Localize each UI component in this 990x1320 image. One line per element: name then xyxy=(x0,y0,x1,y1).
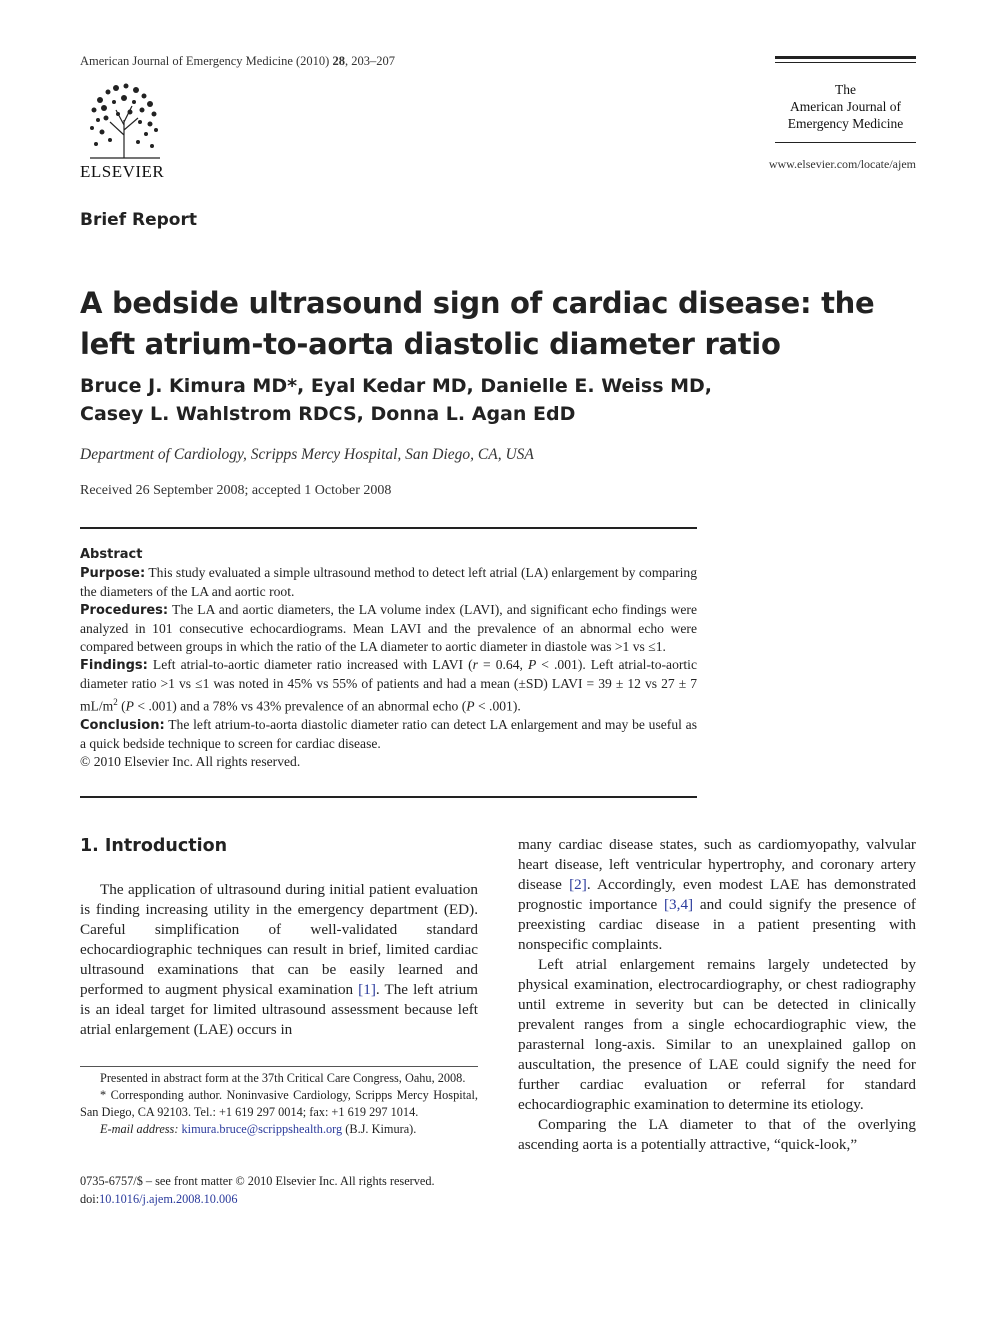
journal-citation xyxy=(80,54,395,69)
footnote-presented: Presented in abstract form at the 37th Critical Care Congress, Oahu, 2008. xyxy=(100,1071,466,1085)
front-matter xyxy=(80,1172,478,1208)
abstract-purpose xyxy=(80,564,697,601)
paragraph-text: . Accordingly, even modest LAE has demonstrated prognostic importance xyxy=(518,876,917,913)
paragraph-text: many cardiac disease states, such as cardiomyopathy, valvular heart disease, left ventricular hypertrophy, and coronary artery disease xyxy=(518,836,916,893)
elsevier-logo xyxy=(80,80,170,182)
email-suffix: (B.J. Kimura). xyxy=(342,1122,417,1136)
footnote-email xyxy=(80,1121,478,1138)
elsevier-tree-icon xyxy=(80,80,170,160)
findings-text: ( xyxy=(117,698,126,714)
doi-line xyxy=(80,1190,478,1208)
journal-url[interactable]: www.elsevier.com/locate/ajem xyxy=(768,157,916,171)
paragraph-text: . The left atrium is an ideal target for limited ultrasound assessment because left atrial enlargement (LAE) occurs in xyxy=(80,981,478,1038)
findings-sup: 2 xyxy=(113,697,118,707)
intro-paragraph-1 xyxy=(80,880,478,1040)
intro-paragraph-2: Left atrial enlargement remains largely undetected by physical examination, electrocardiography, or chest radiography until extreme in severity but can be detected in clinically prevalent ranges from a single echocardiographic view, the parasternal long-axis. Similar to an unexplained gallop on auscultation, the presence of LAE could signify the need for further cardiac evaluation or referral for standard echocardiographic examination to determine its etiology. xyxy=(518,956,916,1113)
abstract-procedures xyxy=(80,601,697,656)
journal-name xyxy=(775,81,916,132)
doi-label: doi: xyxy=(80,1192,100,1206)
reference-link-1[interactable]: [1] xyxy=(358,981,376,998)
procedures-label: Procedures: xyxy=(80,603,169,618)
citation-volume: 28 xyxy=(332,54,345,68)
body-column-left xyxy=(80,880,478,1040)
email-label: E-mail address: xyxy=(100,1122,179,1136)
masthead-rule-thin xyxy=(775,62,916,63)
paragraph-text: and could signify the presence of preexisting cardiac disease in a patient presenting with nonspecific complaints. xyxy=(518,896,916,953)
findings-label: Findings: xyxy=(80,658,148,673)
findings-text: < .001). xyxy=(474,698,521,714)
journal-name-line3: Emergency Medicine xyxy=(787,116,904,131)
findings-r: r xyxy=(472,657,478,672)
intro-paragraph-1-cont xyxy=(518,835,916,955)
reference-link-3-4[interactable]: [3,4] xyxy=(664,896,694,913)
abstract-findings xyxy=(80,656,697,716)
article-title: A bedside ultrasound sign of cardiac disease: the left atrium-to-aorta diastolic diameter ratio xyxy=(80,286,875,361)
intro-paragraph-3: Comparing the LA diameter to that of the overlying ascending aorta is a potentially attractive, “quick-look,” xyxy=(518,1116,916,1153)
conclusion-label: Conclusion: xyxy=(80,717,165,733)
footnotes xyxy=(80,1070,478,1138)
findings-text: = 0.64, xyxy=(477,657,528,672)
issn-line: 0735-6757/$ – see front matter © 2010 Elsevier Inc. All rights reserved. xyxy=(80,1174,435,1188)
findings-p: P xyxy=(466,698,475,714)
abstract-conclusion xyxy=(80,716,697,753)
findings-p: P xyxy=(125,698,134,714)
findings-text: Left atrial-to-aortic diameter ratio increased with LAVI ( xyxy=(147,657,473,672)
author-list xyxy=(80,372,780,428)
conclusion-text: The left atrium-to-aorta diastolic diameter ratio can detect LA enlargement and may be useful as a quick bedside technique to screen for cardiac disease. xyxy=(80,716,697,751)
masthead-rule-bottom xyxy=(775,142,916,143)
journal-name-line2: American Journal of xyxy=(790,99,901,114)
body-column-right xyxy=(518,835,916,1155)
footnote-rule xyxy=(80,1066,478,1067)
email-link[interactable]: kimura.bruce@scrippshealth.org xyxy=(181,1122,343,1136)
abstract-rule-top xyxy=(80,527,697,529)
received-dates: Received 26 September 2008; accepted 1 October 2008 xyxy=(80,483,392,498)
purpose-text: This study evaluated a simple ultrasound method to detect left atrial (LA) enlargement by comparing the diameters of the LA and aortic root. xyxy=(80,565,697,599)
abstract-copyright: © 2010 Elsevier Inc. All rights reserved. xyxy=(80,753,301,769)
footnote-corresponding: * Corresponding author. Noninvasive Cardiology, Scripps Mercy Hospital, San Diego, CA 92103. Tel.: +1 619 297 0014; fax: +1 619 297 1014. xyxy=(80,1088,478,1119)
reference-link-2[interactable]: [2] xyxy=(569,876,587,893)
publisher-wordmark: ELSEVIER xyxy=(80,162,165,181)
journal-name-line1: The xyxy=(835,82,856,97)
procedures-text: The LA and aortic diameters, the LA volume index (LAVI), and significant echo findings were analyzed in 101 consecutive echocardiograms. Mean LAVI and the prevalence of an abnormal echo were compared between groups in which the ratio of the LA diameter to aortic diameter in diastole was >1 vs ≤1. xyxy=(80,602,697,654)
findings-text: < .001). Left atrial-to-aortic diameter ratio >1 vs ≤1 was noted in 45% vs 55% of patients and had a mean (±SD) LAVI = 39 ± 12 vs 27 ± 7 mL/m xyxy=(80,657,697,714)
abstract-heading: Abstract xyxy=(80,547,143,562)
citation-pages: , 203–207 xyxy=(344,54,395,68)
abstract xyxy=(80,545,697,771)
citation-text: American Journal of Emergency Medicine (2010) xyxy=(80,54,333,68)
intro-heading: 1. Introduction xyxy=(80,836,228,856)
affiliation: Department of Cardiology, Scripps Mercy Hospital, San Diego, CA, USA xyxy=(80,446,534,463)
findings-text: < .001) and a 78% vs 43% prevalence of an abnormal echo ( xyxy=(133,698,467,714)
section-label: Brief Report xyxy=(80,210,197,230)
authors-line2: Casey L. Wahlstrom RDCS, Donna L. Agan EdD xyxy=(80,403,576,425)
paragraph-text: The application of ultrasound during initial patient evaluation is finding increasing utility in the emergency department (ED). Careful simplification of well-validated standard echocardiographic techniques can result in brief, limited cardiac ultrasound examinations that can be easily learned and performed to augment physical examination xyxy=(80,881,478,998)
masthead-rule-top xyxy=(775,56,916,59)
authors-line1: Bruce J. Kimura MD*, Eyal Kedar MD, Danielle E. Weiss MD, xyxy=(80,375,713,397)
doi-link[interactable]: 10.1016/j.ajem.2008.10.006 xyxy=(99,1192,238,1206)
purpose-label: Purpose: xyxy=(80,566,146,581)
abstract-rule-bottom xyxy=(80,796,697,798)
journal-masthead xyxy=(775,56,916,143)
findings-p: P xyxy=(527,657,537,672)
